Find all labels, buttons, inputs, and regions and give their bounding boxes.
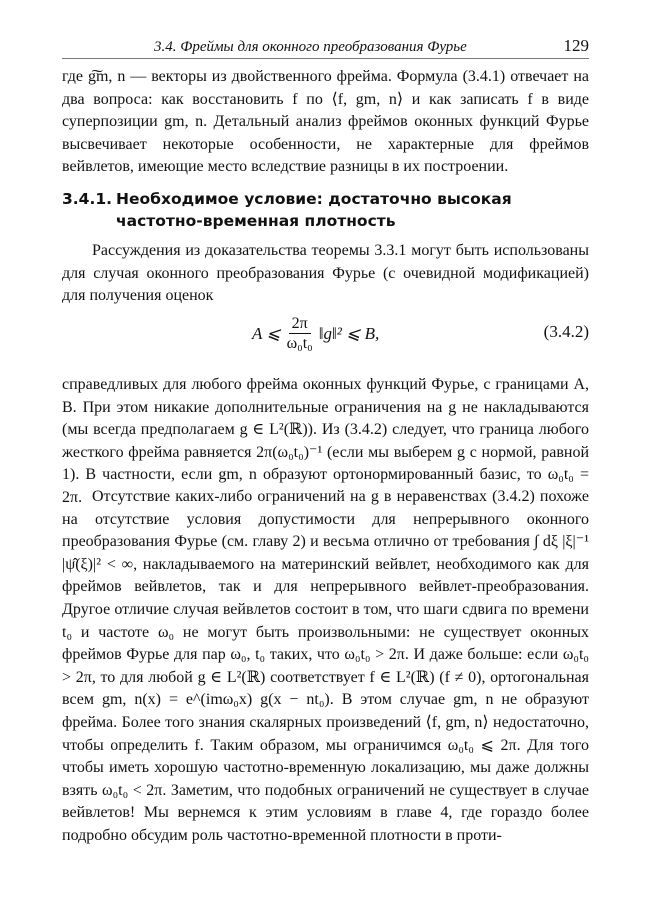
fraction-denominator: ω₀t₀ bbox=[286, 335, 313, 352]
header-divider bbox=[62, 58, 589, 59]
paragraph-intro: где g͠m, n — векторы из двойственного фрейма. Формула (3.4.1) отвечает на два вопроса: как восстановить f по ⟨f, gm, n⟩ и как записать f в виде суперпозиции gm, n. Детальный анализ фреймов оконных функций Фурье высвечивает некоторые особенности, не характерные для фреймов вейвлетов, имеющие место вследствие разницы в их построении. bbox=[62, 68, 589, 176]
running-head-title bbox=[62, 39, 467, 56]
paragraph-constraints: Отсутствие каких-либо ограничений на g в неравенствах (3.4.2) похоже на отсутствие условия допустимости для непрерывного оконного преобразования Фурье (см. главу 2) и весьма отлично от требования ∫ dξ |ξ|⁻¹ |ψ̂(ξ)|² < ∞, накладываемого на материнский вейвлет, необходимого как для фреймов вейвлетов, так и для непрерывного вейвлет-преобразования. Другое отличие случая вейвлетов состоит в том, что шаги сдвига по времени t₀ и частоте ω₀ не могут быть произвольными: не существует оконных фреймов Фурье для пар ω₀, t₀ таких, что ω₀t₀ > 2π. И даже больше: если ω₀t₀ > 2π, то для любой g ∈ L²(ℝ) соответствует f ∈ L²(ℝ) (f ≠ 0), ортогональная всем gm, n(x) = e^(imω₀x) g(x − nt₀). В этом случае gm, n не образуют фрейма. Более того знания скалярных произведений ⟨f, gm, n⟩ недостаточно, чтобы определить f. Таким образом, мы ограничимся ω₀t₀ ⩽ 2π. Для того чтобы иметь хорошую частотно-временную локализацию, мы даже должны взять ω₀t₀ < 2π. Заметим, что подобных ограничений не существует в случае вейвлетов! Мы вернемся к этим условиям в главе 4, где гораздо более подробно обсудим роль частотно-временной плотности в проти- bbox=[62, 488, 589, 844]
equation-formula bbox=[252, 315, 379, 353]
section-title-line2: частотно-временная плотность bbox=[116, 212, 396, 230]
equation-number: (3.4.2) bbox=[543, 322, 589, 341]
running-head bbox=[62, 36, 589, 56]
section-ref: 3.4. bbox=[154, 39, 177, 55]
page-number: 129 bbox=[563, 36, 589, 55]
section-number: 3.4.1. bbox=[62, 190, 113, 208]
equation-fraction bbox=[287, 315, 313, 353]
fraction-numerator: 2π bbox=[289, 315, 311, 334]
equation-left: A ⩽ bbox=[252, 324, 281, 343]
section-heading bbox=[62, 188, 589, 232]
paragraph-reasoning: Рассуждения из доказательства теоремы 3.3.1 могут быть использованы для случая оконного преобразования Фурье (с очевидной модификацией) для получения оценок bbox=[62, 242, 589, 305]
section-title-line1: Необходимое условие: достаточно высокая bbox=[116, 190, 512, 208]
equation-3-4-2 bbox=[62, 310, 589, 360]
paragraph-frame-bounds: справедливых для любого фрейма оконных функций Фурье, с границами A, B. При этом никакие дополнительные ограничения на g не накладываются (мы всегда предполагаем g ∈ L²(ℝ)). Из (3.4.2) следует, что граница любого жесткого фрейма равняется 2π(ω₀t₀)⁻¹ (если мы выберем g с нормой, равной 1). В частности, если gm, n образуют ортонормированный базис, то ω₀t₀ = 2π. bbox=[62, 376, 589, 506]
equation-right: ‖g‖² ⩽ B, bbox=[318, 324, 380, 343]
chapter-title: Фреймы для оконного преобразования Фурье bbox=[180, 39, 467, 55]
